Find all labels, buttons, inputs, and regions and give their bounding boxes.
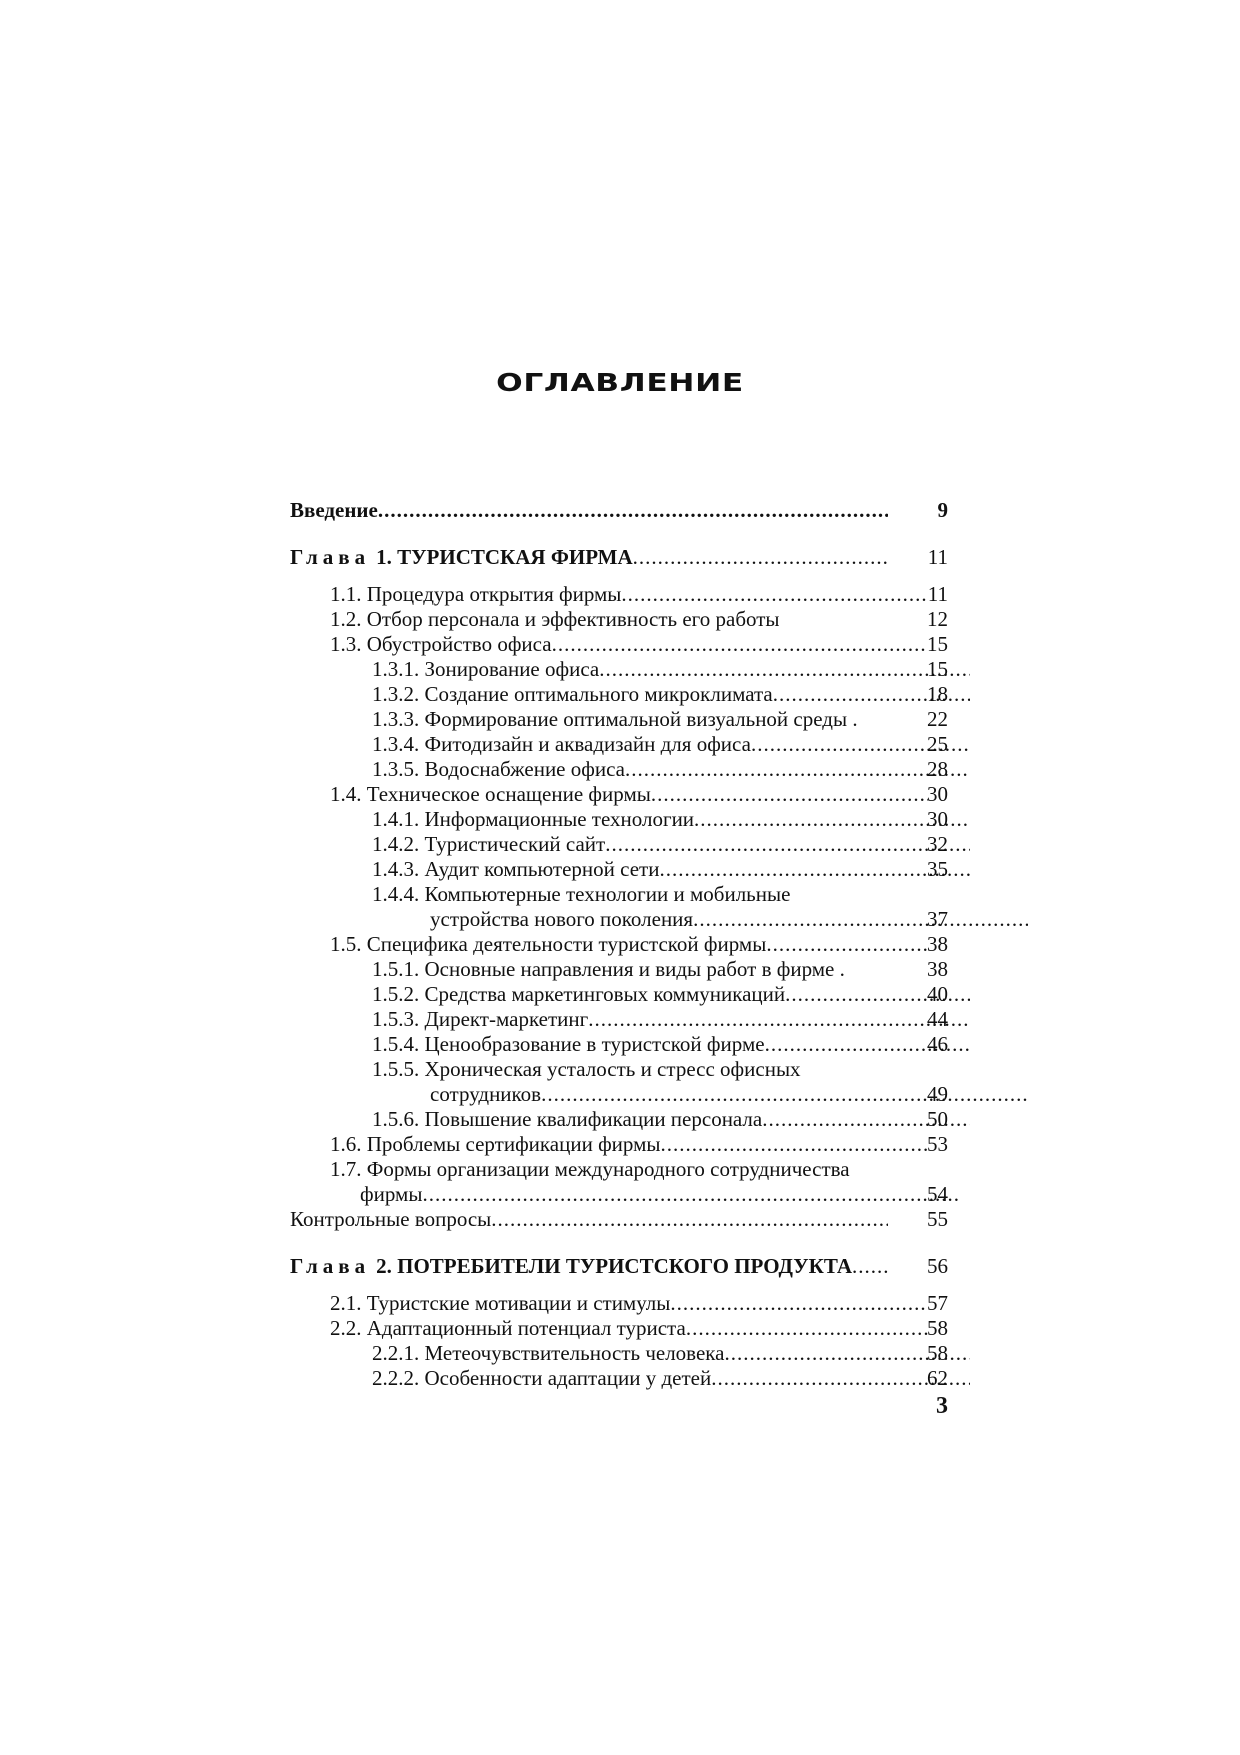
toc-entry-chapter-1[interactable]: Глава 1. ТУРИСТСКАЯ ФИРМА ..... 11: [290, 545, 948, 570]
toc-entry[interactable]: 1.4.4. Компьютерные технологии и мобильные: [372, 882, 791, 906]
toc-page-number: 9: [937, 498, 948, 522]
toc-page-number: 30: [927, 807, 948, 831]
toc-entry[interactable]: 2.2. Адаптационный потенциал туриста ..... 58: [290, 1316, 948, 1341]
toc-entry[interactable]: 1.5.5. Хроническая усталость и стресс офисных: [372, 1057, 801, 1081]
toc-entry-intro[interactable]: Введение ..... 9: [290, 498, 948, 523]
toc-page-number: 38: [927, 932, 948, 956]
toc-page-number: 38: [927, 957, 948, 981]
toc-entry-review-questions[interactable]: Контрольные вопросы ..... 55: [290, 1207, 948, 1232]
toc-page-number: 58: [927, 1316, 948, 1340]
toc-entry[interactable]: 1.5.1. Основные направления и виды работ в фирме . 38: [372, 957, 948, 981]
toc-entry-continuation[interactable]: сотрудников ..... 49: [290, 1082, 948, 1107]
toc-page-number: 49: [927, 1082, 948, 1106]
toc-page-number: 57: [927, 1291, 948, 1315]
toc-page-number: 56: [927, 1254, 948, 1278]
toc-page-number: 50: [927, 1107, 948, 1131]
toc-page-number: 11: [927, 582, 948, 606]
toc-page-number: 35: [927, 857, 948, 881]
toc-entry[interactable]: 1.2. Отбор персонала и эффективность его работы 12: [330, 607, 948, 631]
toc-entry[interactable]: 1.6. Проблемы сертификации фирмы ..... 53: [290, 1132, 948, 1157]
toc-entry[interactable]: 1.4.2. Туристический сайт ..... 32: [290, 832, 948, 857]
toc-page-number: 53: [927, 1132, 948, 1156]
toc-page-number: 22: [927, 707, 948, 731]
toc-page-number: 15: [927, 657, 948, 681]
toc-page-number: 44: [927, 1007, 948, 1031]
toc-page-number: 18: [927, 682, 948, 706]
table-of-contents: [290, 498, 948, 1391]
toc-entry[interactable]: 2.1. Туристские мотивации и стимулы ..... 57: [290, 1291, 948, 1316]
toc-page-number: 12: [927, 607, 948, 631]
toc-entry[interactable]: 1.3.1. Зонирование офиса ..... 15: [290, 657, 948, 682]
page-number: 3: [936, 1393, 948, 1419]
toc-entry[interactable]: 1.4. Техническое оснащение фирмы ..... 30: [290, 782, 948, 807]
toc-entry[interactable]: 1.3.3. Формирование оптимальной визуальной среды . 22: [372, 707, 948, 731]
toc-page-number: 15: [927, 632, 948, 656]
toc-page-number: 46: [927, 1032, 948, 1056]
toc-page-number: 55: [927, 1207, 948, 1231]
toc-page-number: 30: [927, 782, 948, 806]
toc-entry-chapter-2[interactable]: Глава 2. ПОТРЕБИТЕЛИ ТУРИСТСКОГО ПРОДУКТА ..... 56: [290, 1254, 948, 1279]
toc-page-number: 58: [927, 1341, 948, 1365]
toc-page-number: 25: [927, 732, 948, 756]
toc-page-number: 37: [927, 907, 948, 931]
toc-entry-continuation[interactable]: устройства нового поколения ..... 37: [290, 907, 948, 932]
toc-page-number: 32: [927, 832, 948, 856]
toc-entry[interactable]: 1.5.2. Средства маркетинговых коммуникаций ..... 40: [290, 982, 948, 1007]
toc-page-number: 62: [927, 1366, 948, 1390]
toc-entry[interactable]: 1.1. Процедура открытия фирмы ..... 11: [290, 582, 948, 607]
toc-page-number: 40: [927, 982, 948, 1006]
toc-page-number: 54: [927, 1182, 948, 1206]
page-title: ОГЛАВЛЕНИЕ: [496, 368, 744, 397]
toc-page-number: 28: [927, 757, 948, 781]
toc-entry[interactable]: 1.5.3. Директ-маркетинг ..... 44: [290, 1007, 948, 1032]
toc-entry[interactable]: 1.3. Обустройство офиса ..... 15: [290, 632, 948, 657]
toc-entry[interactable]: 1.4.3. Аудит компьютерной сети ..... 35: [290, 857, 948, 882]
toc-entry[interactable]: 2.2.2. Особенности адаптации у детей ..... 62: [290, 1366, 948, 1391]
toc-entry[interactable]: 1.5.6. Повышение квалификации персонала ..... 50: [290, 1107, 948, 1132]
toc-entry[interactable]: 1.5.4. Ценообразование в туристской фирме ..... 46: [290, 1032, 948, 1057]
toc-entry[interactable]: 1.3.4. Фитодизайн и аквадизайн для офиса ..... 25: [290, 732, 948, 757]
toc-entry[interactable]: 1.4.1. Информационные технологии ..... 30: [290, 807, 948, 832]
toc-entry[interactable]: 1.7. Формы организации международного сотрудничества: [330, 1157, 850, 1181]
toc-entry[interactable]: 1.3.2. Создание оптимального микроклимата ..... 18: [290, 682, 948, 707]
toc-page-number: 11: [927, 545, 948, 569]
toc-entry[interactable]: 1.3.5. Водоснабжение офиса ..... 28: [290, 757, 948, 782]
toc-entry-continuation[interactable]: фирмы ..... 54: [290, 1182, 948, 1207]
toc-entry[interactable]: 1.5. Специфика деятельности туристской фирмы ..... 38: [290, 932, 948, 957]
toc-entry[interactable]: 2.2.1. Метеочувствительность человека ..... 58: [290, 1341, 948, 1366]
